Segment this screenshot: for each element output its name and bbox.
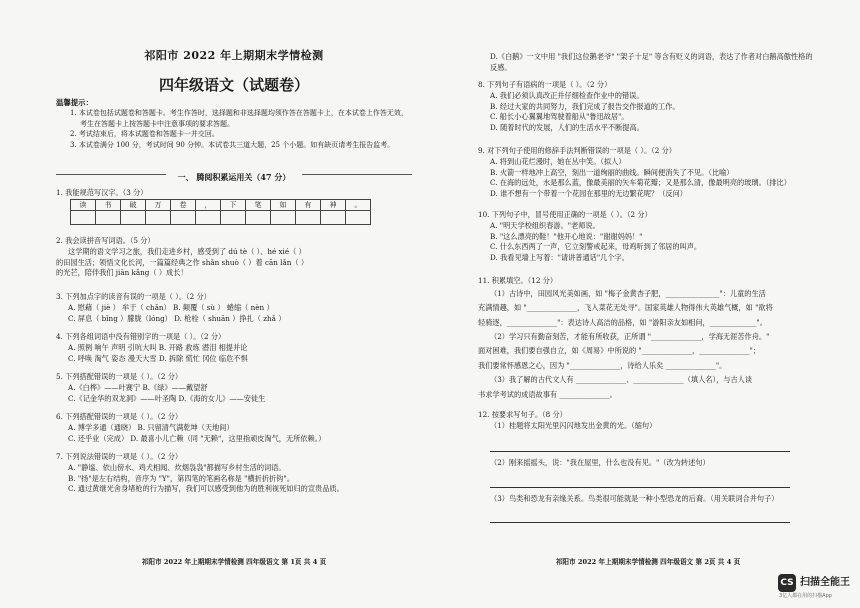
school-title: 祁阳市 2022 年上期期末学情检测	[144, 49, 324, 62]
question-stem: 5. 下列搭配错误的一项是（ ）。（2 分）	[56, 372, 183, 381]
grid-cell	[196, 211, 221, 225]
grid-char: 读	[71, 199, 96, 211]
writing-grid	[70, 199, 371, 226]
grid-cell	[296, 211, 321, 225]
option-line: A. 我们必须认真改正并仔细检查作业中的错误。	[490, 90, 644, 100]
option-line: B. 经过大家的共同努力，我们完成了报告交作报道的工作。	[490, 101, 680, 111]
grid-char: 神	[321, 199, 346, 211]
rewrite-prompt: （2）刚来摇摇头，说："我在屋里，什么也没有见。"（改为转述句）	[490, 457, 710, 467]
option-line: B. 火箭一样地冲上高空，刻出一道绚丽的曲线。瞬间便消失了不见。（比喻）	[490, 167, 734, 177]
rewrite-prompt: （3）鸟类和恐龙有亲缘关系。鸟类很可能就是一种小型恐龙的后裔。（用关联词合并句子）	[490, 494, 779, 504]
option-line: C. 还乎业（完成） D. 最喜小儿亡赖（同 "无赖"，这里指顽皮淘气，无所依赖。）	[68, 433, 326, 443]
grid-cell	[146, 211, 171, 225]
grid-char: 万	[146, 199, 171, 211]
exam-title: 四年级语文（试题卷）	[158, 76, 309, 94]
question-stem: 11. 积累填空。（12 分）	[478, 276, 558, 285]
option-line: A. 慰藉（ jiè ） 牟于（ chǎn） B. 颠覆（ sù ） 蜷缩（ nèn ）	[68, 302, 274, 312]
question-stem: 9. 对下列句子使用的修辞手法判断错误的一项是（ ）。（2 分）	[478, 146, 676, 155]
option-line: C. 呼唤 淘气 姿态 漫天大雪 D. 拆除 慌忙 冈位 临危不惧	[68, 353, 248, 363]
option-line: C. 什么东西两了一声，它立刻警戒起来，母鸡听到了邻居的叫声。	[490, 242, 702, 252]
grid-cell	[321, 211, 346, 225]
notes-block	[56, 97, 412, 150]
question-1	[56, 188, 412, 225]
scanner-app-name: 扫描全能王	[800, 577, 850, 588]
question-8	[478, 80, 818, 134]
fill-line: （2）学习只有勤奋刻苦，才能有所收获，正所谓 "______________，学海无涯苦作舟。"	[490, 332, 770, 342]
page-1	[56, 0, 412, 608]
scanner-app-tagline: 3亿人都在用的扫描App	[779, 593, 832, 599]
fill-line: 我们要常怀感恩之心，因为 "______________，诗给人乐矣 ______________"。	[478, 360, 727, 370]
question-stem: 1. 我能规范写汉字。（3 分）	[56, 188, 148, 197]
note-item: 1. 本试卷包括试题卷和答题卡。考生作答时，选择题和非选择题均须作答在答题卡上，在本试卷上作答无效，考生在答题卡上按答题卡中注意事项的要求答题。	[70, 109, 408, 128]
question-stem: 8. 下列句子有语病的一项是（ ）。（2 分）	[478, 80, 612, 89]
fill-line: 轻骑逐，______________"：表达诗人高洁的品格，如 "游阳亲友如相问，_____________"。	[478, 317, 767, 327]
grid-char: 。	[346, 199, 371, 211]
grid-cell	[346, 211, 371, 225]
option-line: D.《白鹅》一文中用 "我们这位鹅老爷" "架子十足" 等含有贬义的词语，表达了作者对白鹅高傲性格的反感。	[490, 52, 813, 72]
option-line: B. "扬"是左右结构，音序为 "Y"，第四笔的笔画名称是 "横折折折钩"。	[68, 473, 294, 483]
grid-cell	[271, 211, 296, 225]
fill-line: （1）古诗中，田园风光美如画，如 "梅子金黄杏子肥，_______________"：儿童的生活	[490, 288, 766, 298]
option-line: D. 谁不想有一个带着一个花园在那里的无边繁花呢？（反问）	[490, 189, 687, 199]
fill-line: 面对困难，我们要自强自立，如《周易》中所说的 "______________，______________"；	[478, 346, 761, 356]
option-line: B. "这么漂亮的鞋！"他开心地说："谢谢妈妈！"	[490, 231, 643, 241]
grid-cell	[121, 211, 146, 225]
page-footer: 祁阳市 2022 年上期期末学情检测 四年级语文 第 2页 共 4 页	[555, 558, 741, 567]
option-line: C. 屏息（ bǐng ）朦胧（lóng） D. 枪栓（ shuān ）挣扎（ zhǎ ）	[68, 313, 286, 323]
question-7-d	[478, 52, 818, 74]
scanner-logo-icon: CS	[778, 574, 796, 592]
question-stem: 10. 下列句子中，冒号使用正确的一项是（ ）。（2 分）	[478, 210, 652, 219]
answer-line	[490, 480, 790, 488]
question-11	[478, 276, 818, 402]
question-stem: 2. 我会读拼音写词语。（5 分）	[56, 236, 155, 245]
option-line: D. 随着时代的发展，人们的生活水平不断提高。	[490, 123, 644, 133]
option-line: C. 通过黄继光舍身堵枪的行为描写，我们可以感受到他为的胜利视死如归的宣贵品质。	[68, 484, 344, 494]
grid-char: 破	[121, 199, 146, 211]
question-stem: 4. 下列各组词语中没有错别字的一项是（ ）。（2 分）	[56, 332, 226, 341]
fill-line: （3）我了解的古代文人有 ______________、______________（填人名），与古人谈	[490, 375, 753, 385]
question-line: 这学期的语文学习之旅，我们走进乡村，感受到了 dú tè（ ）、hé xié（ ）	[68, 246, 306, 256]
grid-char: 下	[221, 199, 246, 211]
question-stem: 3. 下列加点字的读音有误的一项是（ ）。（2 分）	[56, 292, 211, 301]
question-3	[56, 292, 412, 324]
question-5	[56, 372, 412, 404]
page-2	[478, 0, 818, 608]
page-footer: 祁阳市 2022 年上期期末学情检测 四年级语文 第 1页 共 4 页	[141, 558, 327, 567]
grid-char: 笔	[246, 199, 271, 211]
question-6	[56, 412, 412, 444]
section-title: 一、 腾阅积累运用关（47 分）	[166, 171, 302, 183]
answer-line	[490, 444, 790, 452]
fill-line: 书求学考试的成语故事有 ______________。	[478, 389, 617, 399]
question-12	[478, 410, 818, 523]
question-10	[478, 210, 818, 264]
grid-char: ，	[196, 199, 221, 211]
option-line: A. "明天学校组织春游。"老师说。	[490, 220, 600, 230]
note-item: 2. 考试结束后，将本试题卷和答题卡一并交回。	[70, 130, 219, 139]
option-line: C. 船长小心翼翼地驾驶着船从"鲁迅故居"。	[490, 112, 629, 122]
grid-cell	[71, 211, 96, 225]
option-line: A. "静谧、依山傍水、鸡犬相闻、炊烟袅袅"都描写乡村生活的词语。	[68, 462, 286, 472]
grid-cell	[246, 211, 271, 225]
grid-cell	[221, 211, 246, 225]
option-line: C.《记金华的双龙洞》——叶圣陶 D.《海的女儿》——安徒生	[68, 393, 266, 403]
question-4	[56, 332, 412, 364]
option-line: A. 将到山花烂漫时，她在丛中笑。（拟人）	[490, 156, 626, 166]
option-line: D. 我看见墙上写着："请讲普通话"几个字。	[490, 253, 629, 263]
option-line: A.《白桦》——叶赛宁 B.《绿》——戴望舒	[68, 382, 208, 392]
option-line: C. 在海的远处，水是那么蓝，像最美丽的矢车菊花瓣；又是那么清，像最明亮的玻璃。（排比）	[490, 178, 791, 188]
fill-line: 充满情趣，如 "______________，飞入菜花无处寻"。国家英雄人物得伟大英雄气概，如 "欲将	[478, 303, 773, 313]
notes-heading: 温馨提示：	[56, 98, 93, 107]
rewrite-prompt: （1）桂题将太阳光里闪闪地发出金黄的光。（缩句）	[490, 420, 657, 430]
question-7	[56, 452, 412, 495]
grid-cell	[96, 211, 121, 225]
grid-cell	[171, 211, 196, 225]
question-stem: 7. 下列说法错误的一项是（ ）。（2 分）	[56, 452, 183, 461]
question-stem: 12. 按要求写句子。（8 分）	[478, 410, 567, 419]
question-line: 的光芒，陪伴我们 jiān kǎng（ ）成长！	[56, 268, 188, 278]
option-line: A. 照例 响午 声明 引吭大叫 B. 开路 救炼 潜泪 相提并论	[68, 342, 248, 352]
grid-char: 书	[96, 199, 121, 211]
question-line: 的田园生活；领悟文化长河，一篇篇经典之作 shǎn shuò（ ）着 cān lǎn（ ）	[56, 257, 309, 267]
question-2	[56, 236, 412, 279]
grid-char: 卷	[171, 199, 196, 211]
grid-char: 如	[271, 199, 296, 211]
grid-char: 有	[296, 199, 321, 211]
answer-line	[490, 515, 790, 523]
question-9	[478, 146, 818, 200]
question-stem: 6. 下列搭配错误的一项是（ ）。（2 分）	[56, 412, 183, 421]
option-line: A. 博学多通（通晓） B. 只留清气满乾坤（天地间）	[68, 422, 234, 432]
note-item: 3. 本试卷满分 100 分，考试时间 90 分钟。本试卷共三道大题，25 个小题。如有缺页请考生报告监考。	[70, 140, 395, 149]
